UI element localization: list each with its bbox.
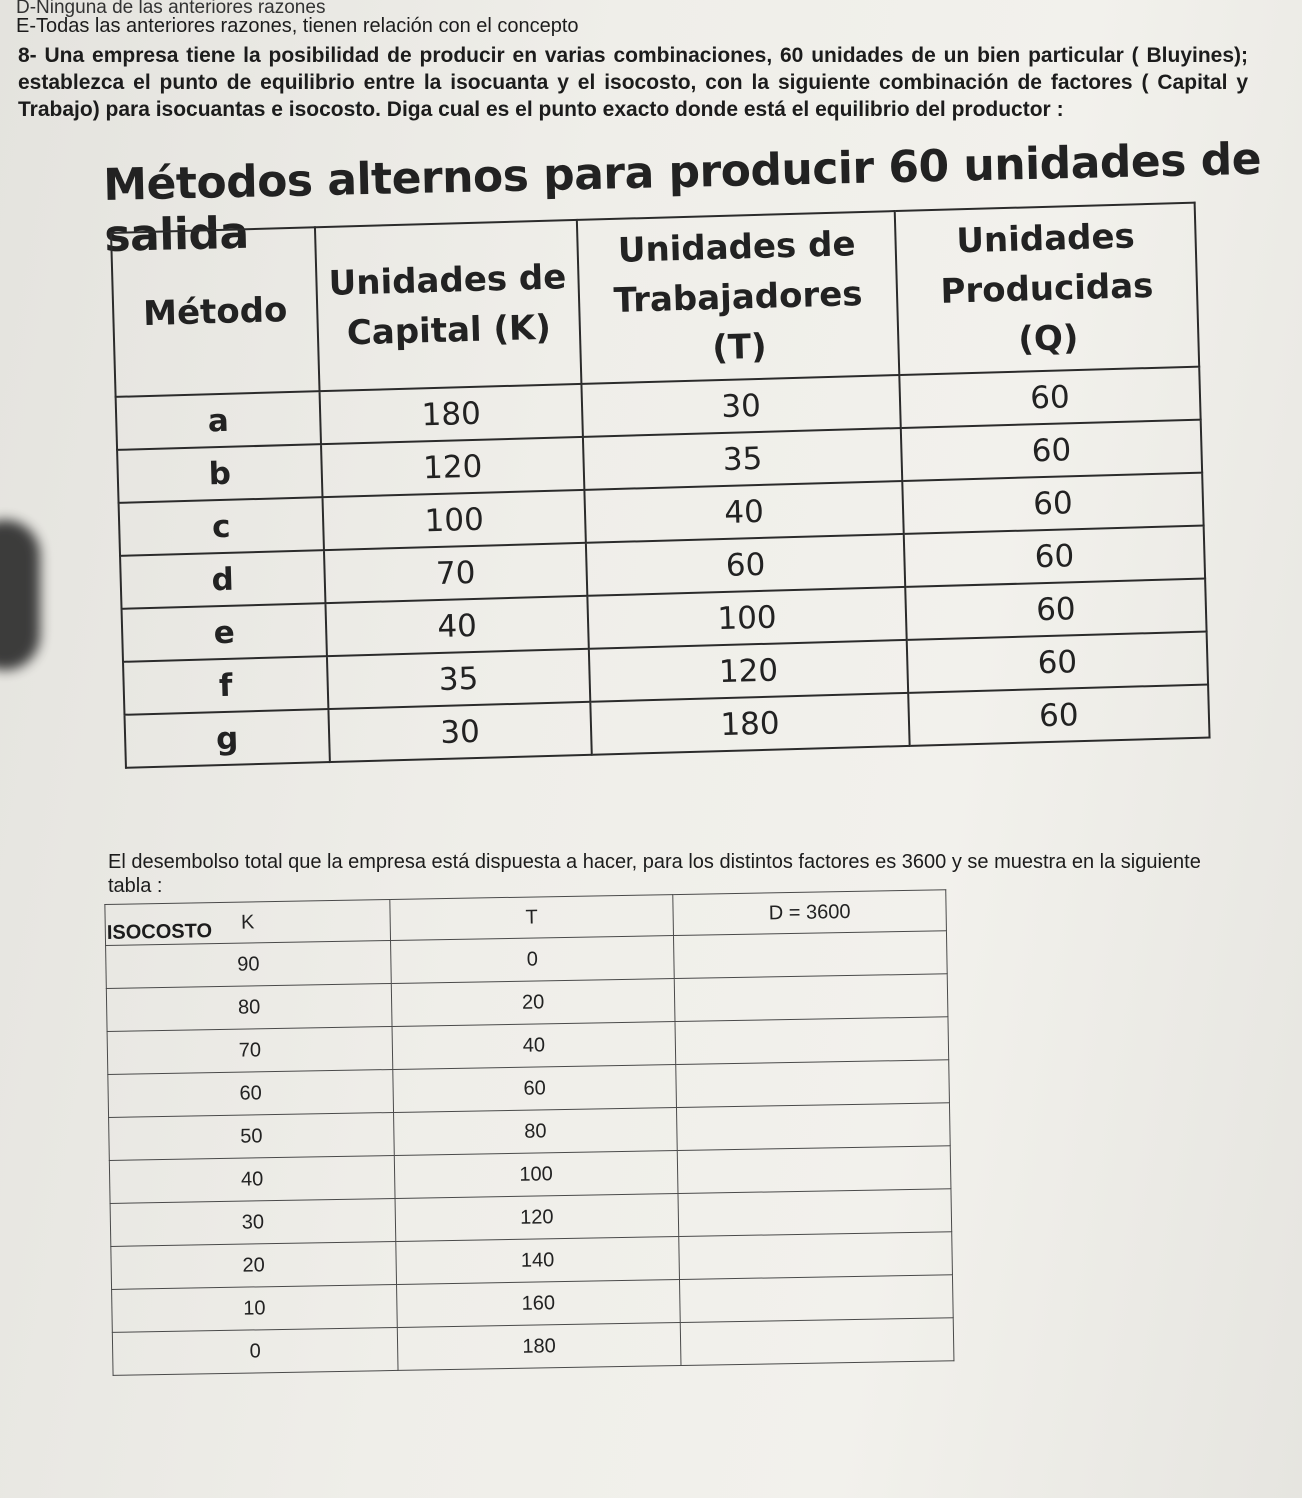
isocost-t-cell: 100 xyxy=(394,1151,678,1199)
desembolso-text: El desembolso total que la empresa está dispuesta a hacer, para los distintos factores es 3600 y se muestra en la siguiente xyxy=(108,851,1201,873)
methods-table-title: Métodos alternos para producir 60 unidades de salida xyxy=(102,133,1262,262)
header-produced: Unidades Producidas (Q) xyxy=(895,203,1199,375)
isocost-t-cell: 160 xyxy=(397,1280,681,1328)
isocost-d-cell xyxy=(676,1103,950,1151)
question-8: 8- Una empresa tiene la posibilidad de producir en varias combinaciones, 60 unidades de un bien particular ( Bluyines); establezca el punto de equilibrio entre la isocuanta y el isocosto, con la siguiente combinación de factores ( Capital y Trabajo) para isocuantas e isocosto. Diga cual es el punto exacto donde está el equilibrio del productor : xyxy=(18,44,1248,121)
method-cell: c xyxy=(119,497,324,556)
isocost-t-cell: 0 xyxy=(391,936,675,984)
method-cell: g xyxy=(124,709,329,768)
desembolso-text-end: tabla : xyxy=(108,875,163,897)
header-capital: Unidades de Capital (K) xyxy=(315,220,581,391)
isocost-k-cell: 70 xyxy=(107,1026,393,1074)
method-cell: b xyxy=(117,444,322,503)
isocost-d-cell xyxy=(673,931,947,979)
produced-cell: 60 xyxy=(908,685,1209,746)
workers-cell: 180 xyxy=(590,693,909,755)
isocost-t-cell: 80 xyxy=(394,1108,678,1156)
workers-cell: 120 xyxy=(589,640,908,702)
methods-table xyxy=(110,202,1211,769)
isocost-title: ISOCOSTO xyxy=(106,920,213,944)
isocost-t-cell: 20 xyxy=(391,979,675,1027)
isocost-d-cell xyxy=(677,1146,951,1194)
header-workers: Unidades de Trabajadores (T) xyxy=(577,211,899,384)
isocost-header-t: T xyxy=(390,895,674,941)
isocost-k-cell: 20 xyxy=(111,1241,397,1289)
isocost-d-cell xyxy=(675,1017,949,1065)
isocost-d-cell xyxy=(678,1189,952,1237)
workers-cell: 100 xyxy=(587,587,906,649)
isocost-k-cell: 50 xyxy=(109,1112,395,1160)
capital-cell: 30 xyxy=(328,702,591,762)
isocost-section xyxy=(104,869,954,1376)
capital-cell: 35 xyxy=(327,649,590,709)
option-e: E-Todas las anteriores razones, tienen relación con el concepto xyxy=(16,15,579,37)
isocost-t-cell: 60 xyxy=(393,1065,677,1113)
workers-cell: 35 xyxy=(583,428,902,490)
isocost-k-cell: 90 xyxy=(106,941,392,989)
isocost-header-d: D = 3600 xyxy=(673,890,947,936)
method-cell: f xyxy=(123,656,328,715)
isocost-d-cell xyxy=(674,974,948,1022)
isocost-table xyxy=(104,889,954,1376)
isocost-d-cell xyxy=(679,1232,953,1280)
isocost-d-cell xyxy=(679,1275,953,1323)
isocost-k-cell: 30 xyxy=(110,1198,396,1246)
isocost-t-cell: 120 xyxy=(395,1194,679,1242)
isocost-d-cell xyxy=(680,1318,954,1366)
capital-cell: 70 xyxy=(324,543,587,603)
header-method: Método xyxy=(111,227,319,397)
produced-cell: 60 xyxy=(904,526,1205,587)
workers-cell: 40 xyxy=(584,481,903,543)
isocost-d-cell xyxy=(676,1060,950,1108)
method-cell: a xyxy=(116,391,321,450)
method-cell: d xyxy=(120,550,325,609)
option-d: D-Ninguna de las anteriores razones xyxy=(16,0,326,18)
isocost-header-k: K xyxy=(105,900,391,946)
produced-cell: 60 xyxy=(905,579,1206,640)
isocost-t-cell: 180 xyxy=(397,1323,681,1371)
isocost-t-cell: 140 xyxy=(396,1237,680,1285)
produced-cell: 60 xyxy=(899,367,1200,428)
isocost-t-cell: 40 xyxy=(392,1022,676,1070)
isocost-k-cell: 80 xyxy=(106,984,392,1032)
isocost-k-cell: 0 xyxy=(112,1327,398,1375)
capital-cell: 180 xyxy=(320,384,583,444)
produced-cell: 60 xyxy=(901,420,1202,481)
isocost-k-cell: 10 xyxy=(112,1284,398,1332)
capital-cell: 100 xyxy=(322,490,585,550)
workers-cell: 30 xyxy=(581,375,900,437)
workers-cell: 60 xyxy=(586,534,905,596)
produced-cell: 60 xyxy=(902,473,1203,534)
methods-header-row xyxy=(111,203,1199,397)
isocost-k-cell: 60 xyxy=(108,1069,394,1117)
isocost-k-cell: 40 xyxy=(109,1155,395,1203)
capital-cell: 120 xyxy=(321,437,584,497)
produced-cell: 60 xyxy=(907,632,1208,693)
capital-cell: 40 xyxy=(325,596,588,656)
finger-shadow xyxy=(0,520,40,670)
method-cell: e xyxy=(122,603,327,662)
